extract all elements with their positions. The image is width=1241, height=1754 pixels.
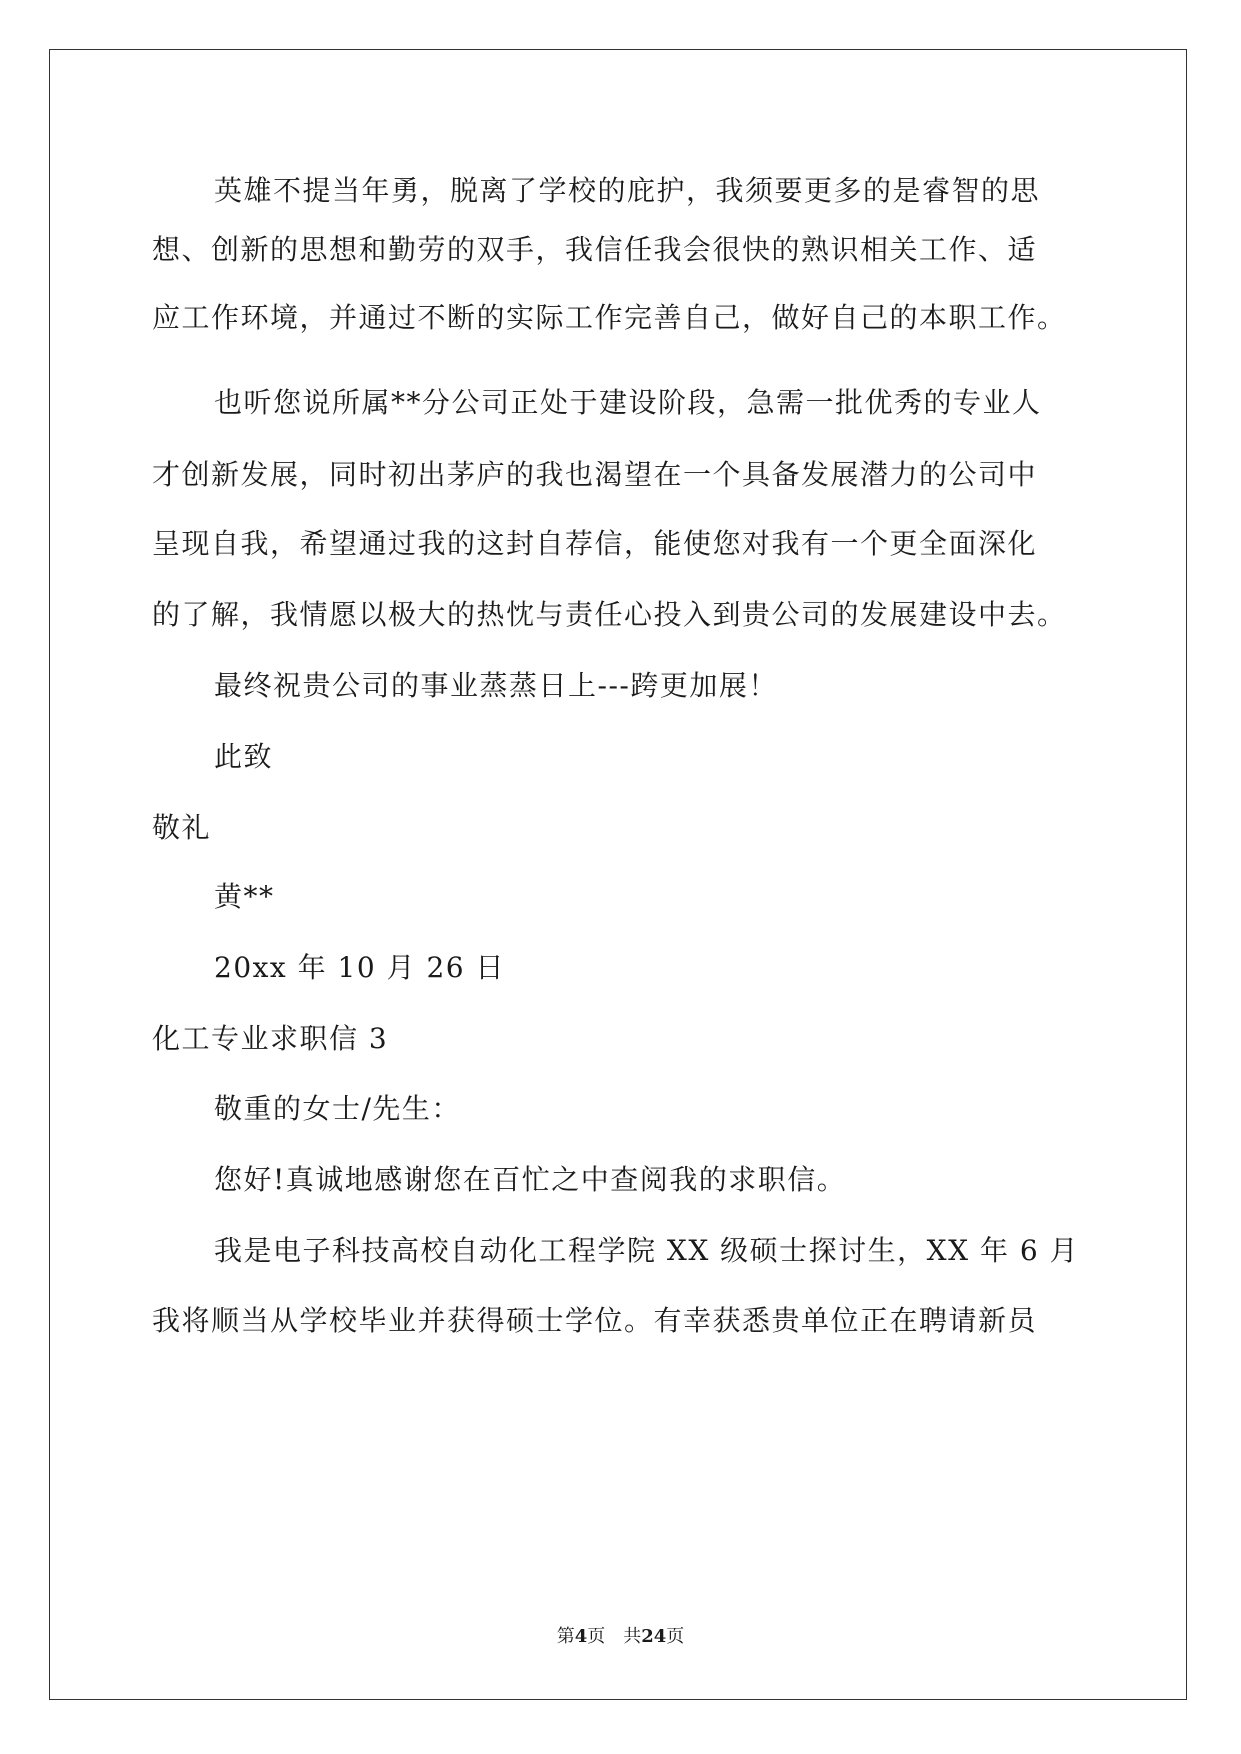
- page-frame: [49, 49, 1187, 1700]
- paragraph-line: 我是电子科技高校自动化工程学院 XX 级硕士探讨生，XX 年 6 月: [214, 1234, 1080, 1267]
- paragraph-line: 您好!真诚地感谢您在百忙之中查阅我的求职信。: [214, 1163, 847, 1196]
- salutation-closing: 此致: [214, 740, 274, 773]
- footer-suffix: 页: [666, 1626, 685, 1647]
- paragraph-line: 呈现自我，希望通过我的这封自荐信，能使您对我有一个更全面深化: [152, 527, 1038, 560]
- footer-prefix: 第: [556, 1626, 575, 1647]
- paragraph-line: 想、创新的思想和勤劳的双手，我信任我会很快的熟识相关工作、适: [152, 233, 1038, 266]
- footer-total-pages: 24: [641, 1626, 667, 1647]
- paragraph-line: 英雄不提当年勇，脱离了学校的庇护，我须要更多的是睿智的思: [214, 174, 1041, 207]
- footer-current-page: 4: [574, 1626, 588, 1647]
- paragraph-line: 也听您说所属**分公司正处于建设阶段，急需一批优秀的专业人: [214, 386, 1042, 419]
- page-number-footer: [0, 1625, 1241, 1649]
- paragraph-line: 应工作环境，并通过不断的实际工作完善自己，做好自己的本职工作。: [152, 301, 1067, 334]
- paragraph-line: 的了解，我情愿以极大的热忱与责任心投入到贵公司的发展建设中去。: [152, 598, 1067, 631]
- signature-date: 20xx 年 10 月 26 日: [214, 951, 505, 984]
- paragraph-line: 才创新发展，同时初出茅庐的我也渴望在一个具备发展潜力的公司中: [152, 458, 1038, 491]
- section-heading: 化工专业求职信 3: [152, 1022, 389, 1055]
- closing-wish: 最终祝贵公司的事业蒸蒸日上---跨更加展！: [214, 669, 778, 702]
- greeting: 敬重的女士/先生：: [214, 1092, 461, 1125]
- paragraph-line: 我将顺当从学校毕业并获得硕士学位。有幸获悉贵单位正在聘请新员: [152, 1304, 1038, 1337]
- signature-name: 黄**: [214, 880, 275, 913]
- footer-mid: 页 共: [587, 1626, 642, 1647]
- salutation-respect: 敬礼: [152, 811, 212, 844]
